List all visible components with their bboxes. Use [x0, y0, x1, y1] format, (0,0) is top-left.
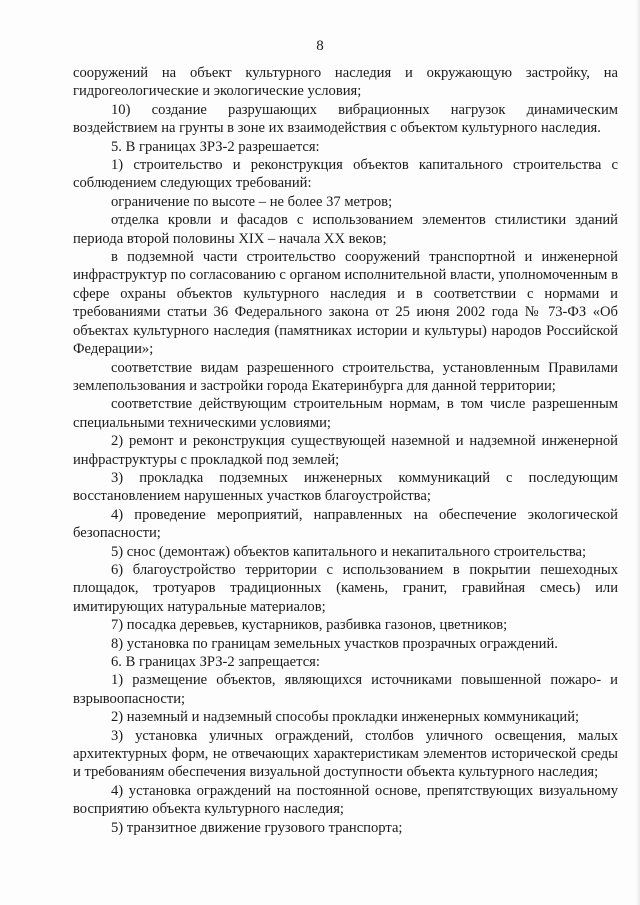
list-item: 4) проведение мероприятий, направленных на обеспечение экологической безопасности; — [73, 506, 618, 542]
list-item: 2) наземный и надземный способы прокладки инженерных коммуникаций; — [111, 709, 580, 726]
paragraph: 10) создание разрушающих вибрационных нагрузок динамическим воздействием на грунты в зоне их взаимодействия с объектом культурного наследия. — [73, 101, 618, 137]
document-body — [73, 64, 618, 837]
paragraph: соответствие видам разрешенного строительства, установленным Правилами землепользования и застройки города Екатеринбурга для данной территории; — [73, 359, 618, 394]
list-item: 8) установка по границам земельных участков прозрачных ограждений. — [111, 635, 558, 652]
list-item: 3) установка уличных ограждений, столбов уличного освещения, малых архитектурных форм, не отвечающих характеристикам элементов исторической среды и требованиям обеспечения визуальной доступности объекта культурного наследия; — [73, 727, 618, 781]
paragraph: сооружений на объект культурного наследия и окружающую застройку, на гидрогеологические и экологические условия; — [73, 65, 618, 100]
list-item: 3) прокладка подземных инженерных коммуникаций с последующим восстановлением нарушенных участков благоустройства; — [73, 469, 618, 505]
paragraph: отделка кровли и фасадов с использованием элементов стилистики зданий периода второй половины XIX – начала XX веков; — [73, 212, 618, 247]
list-item: 7) посадка деревьев, кустарников, разбивка газонов, цветников; — [111, 617, 508, 634]
list-item: 5) снос (демонтаж) объектов капитального и некапитального строительства; — [111, 543, 587, 560]
section-heading: 5. В границах ЗРЗ-2 разрешается: — [111, 138, 320, 155]
list-item: 6) благоустройство территории с использованием в покрытии пешеходных площадок, тротуаров традиционных (камень, гранит, гравийная смесь) или имитирующих натуральные материалов; — [73, 561, 618, 615]
list-item: 1) размещение объектов, являющихся источниками повышенной пожаро- и взрывоопасности; — [73, 672, 618, 707]
paragraph: в подземной части строительство сооружений транспортной и инженерной инфраструктур по согласованию с органом исполнительной власти, уполномоченным в сфере охраны объектов культурного наследия и в соответствии с нормами и требованиями статьи 36 Федерального закона от 25 июня 2002 года № 73-ФЗ «Об объектах культурного наследия (памятниках истории и культуры) народов Российской Федерации»; — [73, 249, 618, 358]
list-item: 5) транзитное движение грузового транспорта; — [111, 819, 403, 836]
list-item: 1) строительство и реконструкция объектов капитального строительства с соблюдением следующих требований: — [73, 157, 618, 192]
page-number: 8 — [316, 38, 324, 54]
paragraph: ограничение по высоте – не более 37 метров; — [111, 193, 393, 210]
section-heading: 6. В границах ЗРЗ-2 запрещается: — [111, 654, 320, 670]
scan-edge-shadow — [636, 0, 640, 905]
list-item: 2) ремонт и реконструкция существующей наземной и надземной инженерной инфраструктуры с прокладкой под землей; — [73, 433, 618, 468]
paragraph: соответствие действующим строительным нормам, в том числе разрешенным специальными техническими условиями; — [73, 396, 618, 431]
list-item: 4) установка ограждений на постоянной основе, препятствующих визуальному восприятию объекта культурного наследия; — [73, 782, 618, 818]
